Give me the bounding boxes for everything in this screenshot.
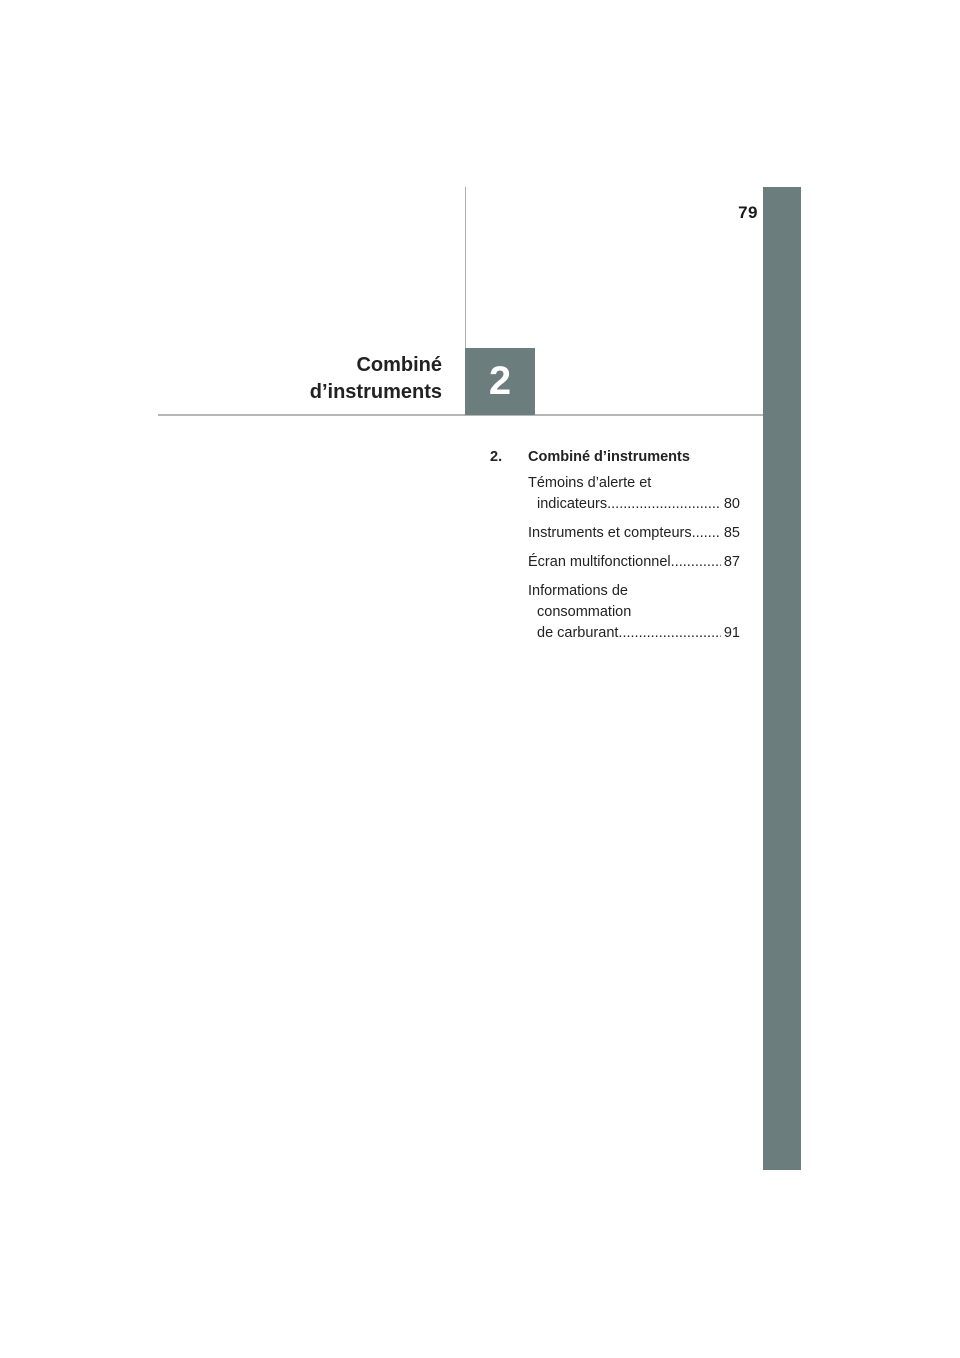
- toc-entry-leader-line: [528, 623, 740, 644]
- chapter-title-line-1: Combiné: [356, 354, 442, 376]
- chapter-title: [310, 352, 442, 406]
- vertical-divider: [465, 187, 466, 348]
- table-of-contents: [490, 449, 740, 652]
- toc-entry[interactable]: [528, 552, 740, 573]
- toc-entry[interactable]: [528, 523, 740, 544]
- toc-dot-leader: [618, 623, 720, 644]
- toc-entry[interactable]: [528, 581, 740, 644]
- toc-dot-leader: [692, 523, 721, 544]
- toc-section-number: 2.: [490, 449, 503, 465]
- toc-entry-leader-line: [528, 552, 740, 573]
- toc-entry-label: Instruments et compteurs: [528, 525, 692, 541]
- toc-entry-line: consommation: [537, 604, 632, 620]
- toc-dot-leader: [671, 552, 721, 573]
- toc-entry-line: Informations de: [528, 583, 628, 599]
- chapter-side-tab: [763, 187, 801, 1170]
- horizontal-divider: [158, 414, 763, 416]
- toc-entry-page: 80: [723, 496, 740, 512]
- toc-entry-leader-line: [528, 494, 740, 515]
- toc-entry-label: indicateurs: [537, 496, 608, 512]
- toc-entry-page: 87: [723, 554, 740, 570]
- chapter-number-box: 2: [465, 348, 535, 415]
- toc-dot-leader: [607, 494, 721, 515]
- toc-entry-label: Écran multifonctionnel: [528, 554, 671, 570]
- toc-entry-label: de carburant: [537, 625, 619, 641]
- toc-entry-page: 85: [723, 525, 740, 541]
- toc-section-title: Combiné d’instruments: [528, 449, 690, 465]
- toc-section-header: [490, 449, 740, 465]
- toc-entry[interactable]: [528, 473, 740, 515]
- toc-entry-line: Témoins d’alerte et: [528, 475, 652, 491]
- chapter-title-line-2: d’instruments: [309, 381, 442, 403]
- toc-entry-page: 91: [723, 625, 740, 641]
- toc-entry-leader-line: [528, 523, 740, 544]
- page-number: 79: [738, 203, 758, 222]
